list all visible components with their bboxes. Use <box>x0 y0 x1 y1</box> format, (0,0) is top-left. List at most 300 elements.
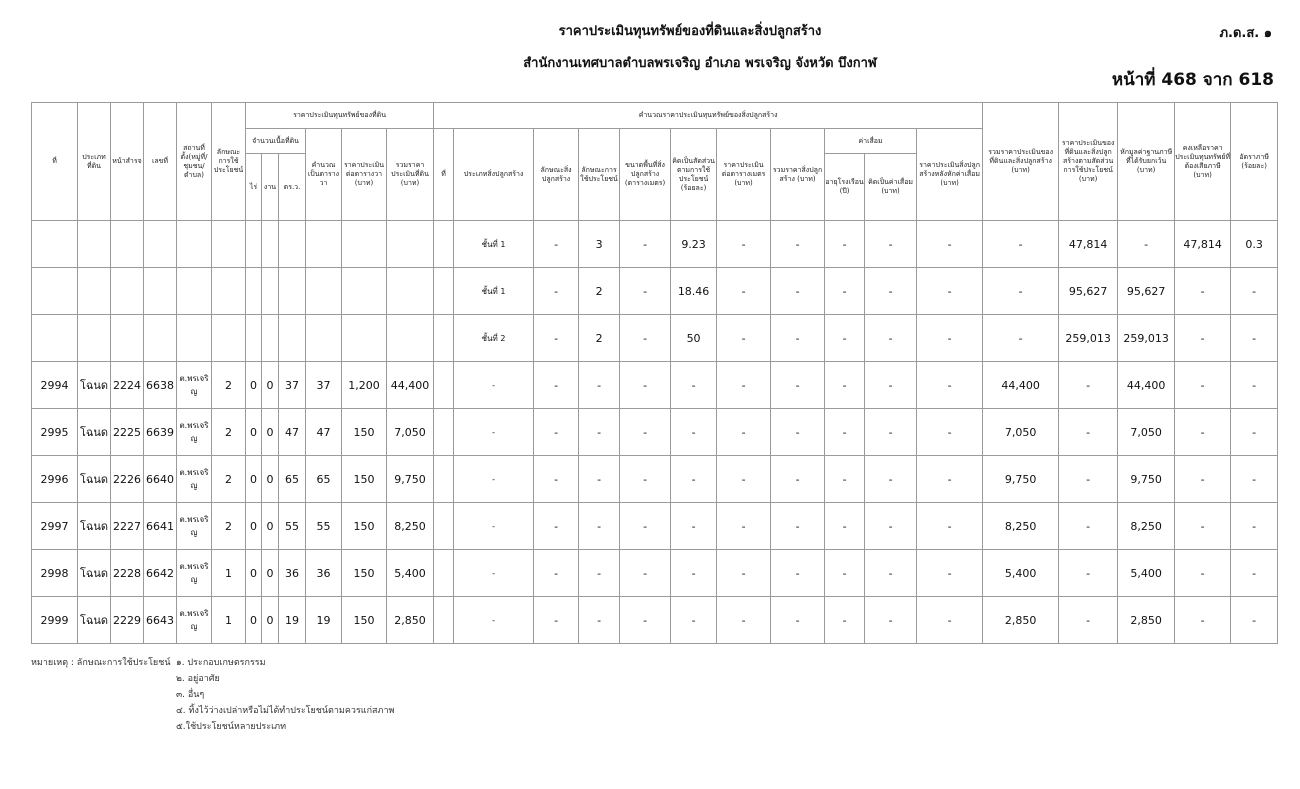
table-cell: - <box>865 362 917 409</box>
table-cell: 0 <box>246 597 262 644</box>
table-cell: - <box>983 221 1059 268</box>
table-cell: - <box>534 315 579 362</box>
table-cell <box>78 221 111 268</box>
table-cell: - <box>717 315 771 362</box>
col-building-type: ประเภทสิ่งปลูกสร้าง <box>454 129 534 221</box>
table-cell: 3 <box>579 221 620 268</box>
table-cell: 6642 <box>144 550 177 597</box>
table-row <box>32 362 1278 409</box>
table-cell: 7,050 <box>387 409 434 456</box>
table-cell: 1,200 <box>342 362 387 409</box>
col-usage: ลักษณะการใช้ประโยชน์ <box>212 103 246 221</box>
table-cell: - <box>1231 597 1278 644</box>
table-cell <box>246 268 262 315</box>
table-cell: - <box>865 268 917 315</box>
table-cell: - <box>454 362 534 409</box>
table-cell: - <box>865 597 917 644</box>
table-cell: 0.3 <box>1231 221 1278 268</box>
table-cell: - <box>454 550 534 597</box>
table-cell: 37 <box>306 362 342 409</box>
table-cell: 2225 <box>111 409 144 456</box>
table-cell: 2,850 <box>387 597 434 644</box>
table-cell <box>111 221 144 268</box>
table-row <box>32 268 1278 315</box>
table-cell: - <box>620 456 671 503</box>
table-row <box>32 409 1278 456</box>
table-cell: 5,400 <box>983 550 1059 597</box>
table-cell: - <box>917 409 983 456</box>
page-info: หน้าที่ 468 จาก 618 <box>1111 70 1274 90</box>
table-cell: - <box>1231 315 1278 362</box>
table-cell <box>279 268 306 315</box>
table-cell: - <box>717 597 771 644</box>
table-cell: 65 <box>279 456 306 503</box>
table-cell: - <box>865 315 917 362</box>
table-cell: - <box>717 268 771 315</box>
table-cell: ชั้นที่ 2 <box>454 315 534 362</box>
table-cell: - <box>1175 268 1231 315</box>
table-cell: - <box>1175 503 1231 550</box>
table-cell <box>262 221 279 268</box>
table-cell: - <box>1175 597 1231 644</box>
table-cell: 5,400 <box>387 550 434 597</box>
table-cell <box>111 268 144 315</box>
table-cell: - <box>917 268 983 315</box>
table-cell: 2998 <box>32 550 78 597</box>
table-cell: ต.พรเจริญ <box>177 503 212 550</box>
table-cell <box>144 221 177 268</box>
col-rai: ไร่ <box>246 154 262 221</box>
table-cell <box>434 409 454 456</box>
table-cell: 2228 <box>111 550 144 597</box>
col-dep-value: คิดเป็นค่าเสื่อม (บาท) <box>865 154 917 221</box>
col-dep-age: อายุโรงเรือน (ปี) <box>825 154 865 221</box>
table-cell: 259,013 <box>1059 315 1118 362</box>
col-price-per-sqwa: ราคาประเมินต่อตารางวา (บาท) <box>342 129 387 221</box>
table-cell: 0 <box>262 409 279 456</box>
col-calc-sqwa: คำนวณเป็นตารางวา <box>306 129 342 221</box>
table-cell <box>177 221 212 268</box>
table-cell: - <box>825 550 865 597</box>
table-cell: โฉนด <box>78 409 111 456</box>
table-cell: - <box>717 409 771 456</box>
table-cell: - <box>983 268 1059 315</box>
table-cell: 0 <box>246 503 262 550</box>
group-land: ราคาประเมินทุนทรัพย์ของที่ดิน <box>246 103 434 129</box>
table-row <box>32 597 1278 644</box>
note-item: ๕.ใช้ประโยชน์หลายประเภท <box>176 722 287 732</box>
table-cell: - <box>579 550 620 597</box>
table-cell: 150 <box>342 503 387 550</box>
col-sqwa: ตร.ว. <box>279 154 306 221</box>
table-cell: 0 <box>246 456 262 503</box>
table-cell: - <box>771 409 825 456</box>
table-cell: 2 <box>579 315 620 362</box>
col-building-price-sqm: ราคาประเมินต่อตารางเมตร (บาท) <box>717 129 771 221</box>
col-building-total: รวมราคาสิ่งปลูกสร้าง (บาท) <box>771 129 825 221</box>
table-cell <box>387 315 434 362</box>
table-cell: 47,814 <box>1175 221 1231 268</box>
table-cell: - <box>579 362 620 409</box>
table-cell <box>246 315 262 362</box>
table-cell <box>306 268 342 315</box>
col-grand-total: รวมราคาประเมินของที่ดินและสิ่งปลูกสร้าง (บาท) <box>983 103 1059 221</box>
table-cell: 9,750 <box>387 456 434 503</box>
table-cell: - <box>671 597 717 644</box>
table-cell: - <box>534 550 579 597</box>
table-cell: 55 <box>306 503 342 550</box>
table-cell: - <box>865 409 917 456</box>
table-cell: - <box>825 315 865 362</box>
table-cell: - <box>620 409 671 456</box>
table-cell: - <box>671 362 717 409</box>
table-cell: - <box>671 550 717 597</box>
table-cell: โฉนด <box>78 503 111 550</box>
table-cell: 2,850 <box>983 597 1059 644</box>
table-cell: 6639 <box>144 409 177 456</box>
table-cell: - <box>1175 456 1231 503</box>
table-cell: 8,250 <box>1118 503 1175 550</box>
table-cell: - <box>1059 409 1118 456</box>
table-cell: 2227 <box>111 503 144 550</box>
table-cell: 37 <box>279 362 306 409</box>
table-cell: - <box>865 503 917 550</box>
table-cell: 47 <box>306 409 342 456</box>
col-number: เลขที่ <box>144 103 177 221</box>
col-building-usage: ลักษณะการใช้ประโยชน์ <box>579 129 620 221</box>
table-cell: 47,814 <box>1059 221 1118 268</box>
table-cell: - <box>534 456 579 503</box>
table-cell: 19 <box>279 597 306 644</box>
table-cell: 2996 <box>32 456 78 503</box>
table-cell: 95,627 <box>1118 268 1175 315</box>
group-area: จำนวนเนื้อที่ดิน <box>246 129 306 154</box>
table-cell: 5,400 <box>1118 550 1175 597</box>
table-cell: 6643 <box>144 597 177 644</box>
table-cell: - <box>1175 409 1231 456</box>
table-cell: ชั้นที่ 1 <box>454 268 534 315</box>
table-row <box>32 503 1278 550</box>
note-item: ๑. ประกอบเกษตรกรรม <box>176 658 266 668</box>
table-cell: - <box>983 315 1059 362</box>
table-cell: - <box>534 268 579 315</box>
table-cell: - <box>620 503 671 550</box>
table-cell: - <box>1231 362 1278 409</box>
table-cell: 19 <box>306 597 342 644</box>
table-cell: - <box>825 268 865 315</box>
table-cell: 2 <box>212 409 246 456</box>
document-title: ราคาประเมินทุนทรัพย์ของที่ดินและสิ่งปลูกสร้าง <box>558 24 822 39</box>
table-cell: 2224 <box>111 362 144 409</box>
table-cell: 2226 <box>111 456 144 503</box>
table-row <box>32 456 1278 503</box>
table-row <box>32 221 1278 268</box>
table-cell: - <box>771 315 825 362</box>
table-cell <box>78 315 111 362</box>
table-cell <box>32 268 78 315</box>
table-cell: 0 <box>246 550 262 597</box>
table-cell: 259,013 <box>1118 315 1175 362</box>
table-cell: - <box>917 221 983 268</box>
col-building-size: ขนาดพื้นที่สิ่งปลูกสร้าง (ตารางเมตร) <box>620 129 671 221</box>
table-cell: 0 <box>262 503 279 550</box>
table-cell: - <box>671 503 717 550</box>
table-cell <box>212 315 246 362</box>
table-cell <box>111 315 144 362</box>
form-code: ภ.ด.ส. ๑ <box>1219 26 1272 41</box>
table-cell: - <box>579 597 620 644</box>
table-cell: - <box>1175 550 1231 597</box>
table-cell: 47 <box>279 409 306 456</box>
table-cell: - <box>917 315 983 362</box>
table-cell: ต.พรเจริญ <box>177 362 212 409</box>
col-building-percent: คิดเป็นสัดส่วนตามการใช้ประโยชน์ (ร้อยละ) <box>671 129 717 221</box>
table-cell: - <box>534 409 579 456</box>
table-cell: - <box>620 550 671 597</box>
table-cell: - <box>620 268 671 315</box>
table-cell: ต.พรเจริญ <box>177 597 212 644</box>
col-location: สถานที่ตั้ง(หมู่ที่/ชุมชน/ตำบล) <box>177 103 212 221</box>
table-cell <box>434 503 454 550</box>
table-cell: 50 <box>671 315 717 362</box>
table-cell: 65 <box>306 456 342 503</box>
table-cell: 9,750 <box>1118 456 1175 503</box>
notes-label: หมายเหตุ : ลักษณะการใช้ประโยชน์ <box>31 658 171 668</box>
assessment-table <box>31 102 1278 644</box>
table-cell: - <box>917 597 983 644</box>
table-cell: - <box>771 456 825 503</box>
table-cell: - <box>534 221 579 268</box>
table-cell: ชั้นที่ 1 <box>454 221 534 268</box>
table-cell: - <box>917 362 983 409</box>
table-cell: 2 <box>212 362 246 409</box>
table-cell <box>32 315 78 362</box>
table-cell: 7,050 <box>1118 409 1175 456</box>
table-cell: - <box>454 456 534 503</box>
table-cell: - <box>579 456 620 503</box>
col-no: ที่ <box>32 103 78 221</box>
table-cell: 18.46 <box>671 268 717 315</box>
table-cell <box>78 268 111 315</box>
table-cell: 150 <box>342 597 387 644</box>
table-cell: - <box>865 550 917 597</box>
table-cell <box>212 268 246 315</box>
table-cell: 6640 <box>144 456 177 503</box>
table-cell: - <box>825 456 865 503</box>
table-cell: - <box>1059 503 1118 550</box>
table-cell: 2 <box>579 268 620 315</box>
table-cell <box>434 550 454 597</box>
table-cell <box>342 315 387 362</box>
table-cell: 2997 <box>32 503 78 550</box>
table-cell: 36 <box>279 550 306 597</box>
table-cell: 55 <box>279 503 306 550</box>
table-cell <box>342 221 387 268</box>
table-cell: 1 <box>212 550 246 597</box>
table-cell: - <box>1231 268 1278 315</box>
table-cell: - <box>620 597 671 644</box>
table-cell: 2994 <box>32 362 78 409</box>
table-cell: 44,400 <box>983 362 1059 409</box>
table-cell <box>262 315 279 362</box>
table-cell: โฉนด <box>78 362 111 409</box>
table-cell: 95,627 <box>1059 268 1118 315</box>
table-cell: 150 <box>342 456 387 503</box>
table-cell: ต.พรเจริญ <box>177 409 212 456</box>
table-cell: - <box>1059 362 1118 409</box>
table-cell <box>144 268 177 315</box>
table-cell: - <box>771 362 825 409</box>
table-cell <box>246 221 262 268</box>
table-cell: - <box>771 597 825 644</box>
table-cell <box>32 221 78 268</box>
table-cell <box>144 315 177 362</box>
table-cell <box>342 268 387 315</box>
table-cell <box>262 268 279 315</box>
table-cell: - <box>1231 409 1278 456</box>
note-item: ๒. อยู่อาศัย <box>176 674 220 684</box>
table-cell: - <box>1175 315 1231 362</box>
table-cell <box>279 221 306 268</box>
table-cell: 44,400 <box>387 362 434 409</box>
table-cell: - <box>671 409 717 456</box>
table-cell: - <box>534 597 579 644</box>
col-building-after-dep: ราคาประเมินสิ่งปลูกสร้างหลังหักค่าเสื่อม (บาท) <box>917 129 983 221</box>
col-survey-page: หน้าสำรจ <box>111 103 144 221</box>
table-cell: 2,850 <box>1118 597 1175 644</box>
table-cell: - <box>717 221 771 268</box>
table-cell: - <box>717 503 771 550</box>
table-cell: - <box>1059 456 1118 503</box>
table-cell <box>177 315 212 362</box>
table-cell: 0 <box>246 362 262 409</box>
table-cell: 9.23 <box>671 221 717 268</box>
table-cell: - <box>825 503 865 550</box>
table-cell <box>306 315 342 362</box>
table-cell <box>434 268 454 315</box>
col-building-no: ที่ <box>434 129 454 221</box>
table-cell: 2 <box>212 456 246 503</box>
table-cell: 7,050 <box>983 409 1059 456</box>
table-cell: - <box>717 550 771 597</box>
table-cell: - <box>865 456 917 503</box>
table-cell <box>434 597 454 644</box>
table-cell: 36 <box>306 550 342 597</box>
table-cell: - <box>534 503 579 550</box>
table-cell <box>434 221 454 268</box>
col-ngan: งาน <box>262 154 279 221</box>
group-building: คำนวณราคาประเมินทุนทรัพย์ของสิ่งปลูกสร้าง <box>434 103 983 129</box>
table-body <box>32 221 1278 644</box>
table-cell: - <box>717 456 771 503</box>
table-cell: 8,250 <box>983 503 1059 550</box>
table-cell: - <box>620 315 671 362</box>
table-cell: 1 <box>212 597 246 644</box>
table-cell: 0 <box>262 597 279 644</box>
table-cell: ต.พรเจริญ <box>177 550 212 597</box>
table-cell <box>434 315 454 362</box>
table-cell: - <box>1231 550 1278 597</box>
table-cell: 6638 <box>144 362 177 409</box>
table-cell: 6641 <box>144 503 177 550</box>
table-cell: - <box>717 362 771 409</box>
table-row <box>32 315 1278 362</box>
table-cell: - <box>534 362 579 409</box>
col-building-kind: ลักษณะสิ่งปลูกสร้าง <box>534 129 579 221</box>
table-cell: - <box>771 268 825 315</box>
table-cell: - <box>917 456 983 503</box>
table-cell: โฉนด <box>78 456 111 503</box>
col-exempt: หักมูลค่าฐานภาษีที่ได้รับยกเว้น (บาท) <box>1118 103 1175 221</box>
table-cell: - <box>1059 550 1118 597</box>
table-cell: 150 <box>342 409 387 456</box>
table-cell: 2 <box>212 503 246 550</box>
notes <box>31 655 394 735</box>
table-cell: - <box>1231 456 1278 503</box>
table-cell: โฉนด <box>78 597 111 644</box>
table-cell <box>387 221 434 268</box>
table-cell <box>306 221 342 268</box>
table-cell <box>279 315 306 362</box>
table-cell: - <box>1059 597 1118 644</box>
table-cell: - <box>825 221 865 268</box>
table-cell: - <box>825 597 865 644</box>
col-proportional: ราคาประเมินของที่ดินและสิ่งปลูกสร้างตามสัดส่วนการใช้ประโยชน์ (บาท) <box>1059 103 1118 221</box>
table-cell: - <box>1118 221 1175 268</box>
table-cell: 44,400 <box>1118 362 1175 409</box>
table-cell: 9,750 <box>983 456 1059 503</box>
table-cell: 0 <box>246 409 262 456</box>
table-cell: - <box>454 409 534 456</box>
table-cell: โฉนด <box>78 550 111 597</box>
table-cell: 0 <box>262 362 279 409</box>
table-cell <box>434 362 454 409</box>
table-cell: - <box>454 503 534 550</box>
note-item: ๓. อื่นๆ <box>176 690 205 700</box>
table-cell: - <box>825 409 865 456</box>
note-item: ๔. ทิ้งไว้ว่างเปล่าหรือไม่ได้ทำประโยชน์ตามควรแก่สภาพ <box>176 706 395 716</box>
col-land-total: รวมราคาประเมินที่ดิน (บาท) <box>387 129 434 221</box>
table-cell: 2999 <box>32 597 78 644</box>
table-cell: - <box>671 456 717 503</box>
table-cell <box>387 268 434 315</box>
table-cell: 2995 <box>32 409 78 456</box>
table-cell <box>212 221 246 268</box>
group-depreciation: ค่าเสื่อม <box>825 129 917 154</box>
table-cell: 8,250 <box>387 503 434 550</box>
table-cell: 2229 <box>111 597 144 644</box>
col-doc-type: ประเภทที่ดิน <box>78 103 111 221</box>
col-taxable: คงเหลือราคาประเมินทุนทรัพย์ที่ต้องเสียภาษี (บาท) <box>1175 103 1231 221</box>
table-cell: - <box>1231 503 1278 550</box>
table-cell: ต.พรเจริญ <box>177 456 212 503</box>
document-subtitle: สำนักงานเทศบาลตำบลพรเจริญ อำเภอ พรเจริญ จังหวัด บึงกาฬ <box>523 56 877 71</box>
table-cell: - <box>865 221 917 268</box>
table-cell: - <box>825 362 865 409</box>
table-cell: - <box>917 503 983 550</box>
table-cell: - <box>771 221 825 268</box>
table-cell: 0 <box>262 456 279 503</box>
table-cell <box>177 268 212 315</box>
table-cell: - <box>620 362 671 409</box>
table-cell: - <box>579 409 620 456</box>
table-cell: - <box>620 221 671 268</box>
table-cell: - <box>917 550 983 597</box>
table-cell: 0 <box>262 550 279 597</box>
table-cell: - <box>579 503 620 550</box>
table-cell: 150 <box>342 550 387 597</box>
table-row <box>32 550 1278 597</box>
